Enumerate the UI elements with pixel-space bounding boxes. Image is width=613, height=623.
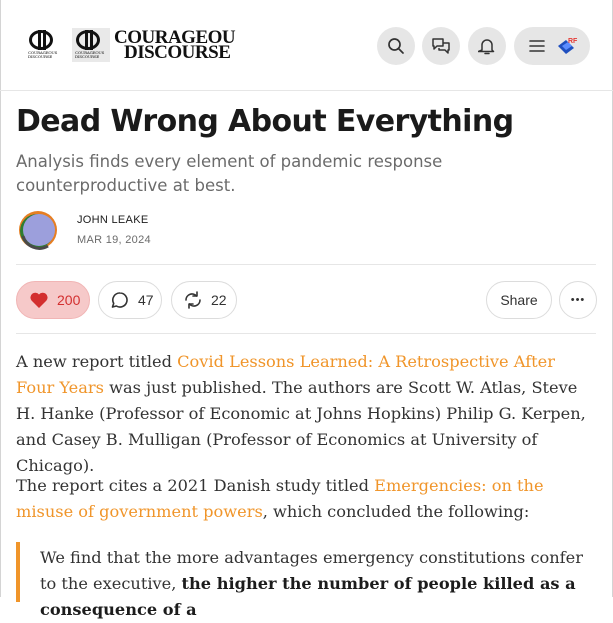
post-title: Dead Wrong About Everything (16, 104, 514, 139)
logo-mark-icon: COURAGEOUS DISCOURSE (76, 30, 106, 60)
publication-name: COURAGEOU DISCOURSE (114, 27, 236, 63)
report-link[interactable]: Covid Lessons Learned: A Retrospective After Four Years (16, 352, 556, 397)
chat-button[interactable] (422, 27, 460, 65)
blockquote-bar (16, 542, 20, 602)
study-link[interactable]: Emergencies: on the misuse of government powers (16, 476, 544, 521)
share-label: Share (500, 292, 538, 308)
like-button[interactable] (16, 281, 90, 319)
restack-icon (183, 291, 203, 309)
comment-count: 47 (138, 292, 154, 308)
comment-icon (110, 291, 130, 309)
notifications-button[interactable] (468, 27, 506, 65)
svg-text:RF: RF (568, 38, 578, 45)
menu-icon (529, 39, 545, 53)
more-options-button[interactable] (559, 281, 597, 319)
share-button[interactable] (486, 281, 552, 319)
author-name[interactable]: JOHN LEAKE (77, 214, 149, 226)
restack-button[interactable] (171, 281, 237, 319)
blockquote: We find that the more advantages emergency constitutions confer to the executive, the higher the number of people killed as a consequence of a (40, 548, 583, 619)
publication-wordmark-logo[interactable] (72, 27, 235, 63)
heart-icon (29, 291, 49, 309)
user-menu-button[interactable] (514, 27, 590, 65)
divider (16, 333, 596, 334)
post-subtitle: Analysis finds every element of pandemic response counterproductive at best. (16, 152, 443, 195)
bell-icon (478, 37, 496, 55)
like-count: 200 (57, 292, 81, 308)
restack-count: 22 (211, 292, 227, 308)
paragraph-2: The report cites a 2021 Danish study titled Emergencies: on the misuse of government powers, which concluded the following: (16, 476, 544, 521)
site-header (0, 0, 613, 91)
comments-button[interactable] (98, 281, 162, 319)
post-date: MAR 19, 2024 (77, 234, 151, 246)
user-avatar-icon (556, 36, 578, 56)
logo-mark-icon: COURAGEOUS DISCOURSE (29, 30, 59, 60)
paragraph-1: A new report titled Covid Lessons Learned: A Retrospective After Four Years was just published. The authors are Scott W. Atlas, Steve H. Hanke (Professor of Economic at Johns Hopkins) Philip G. Kerpen, and Casey B. Mulligan (Professor of Economics at University of Chicago). (16, 352, 586, 475)
search-button[interactable] (377, 27, 415, 65)
publication-logo[interactable] (29, 27, 59, 63)
ellipsis-icon: ••• (570, 294, 586, 306)
author-avatar[interactable] (18, 210, 58, 250)
chat-icon (431, 37, 451, 55)
search-icon (387, 37, 405, 55)
divider (16, 264, 596, 265)
